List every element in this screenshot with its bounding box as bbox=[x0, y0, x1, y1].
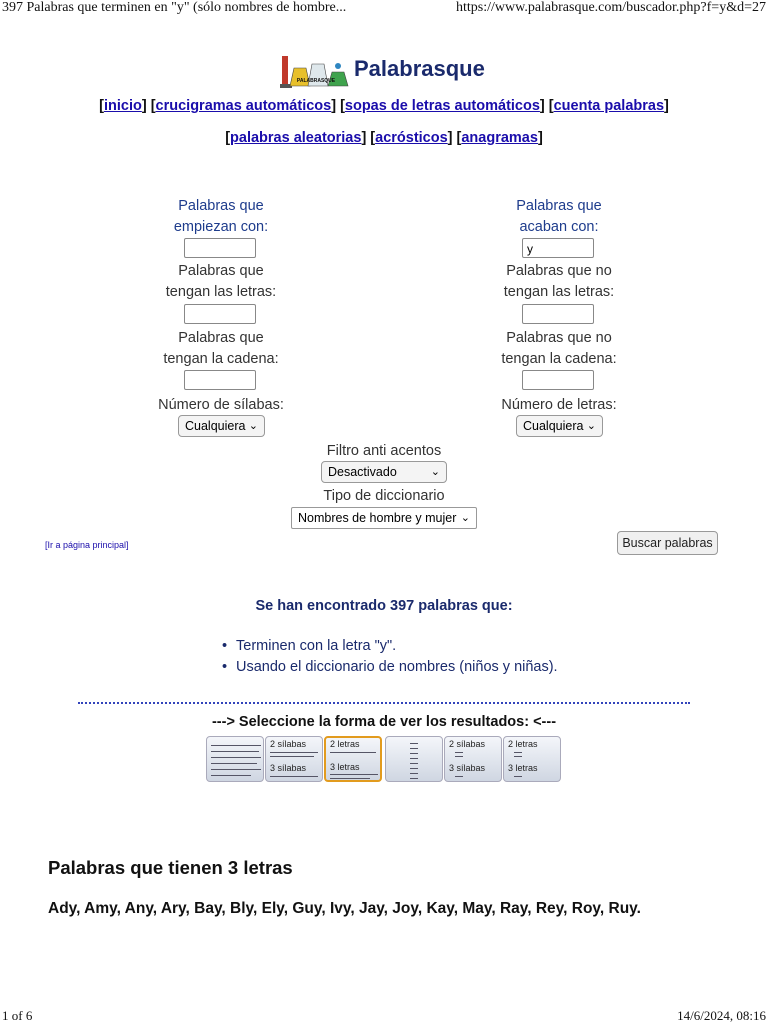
view-option-bottom-label: 3 letras bbox=[508, 763, 538, 773]
section-title: Palabras que tienen 3 letras bbox=[48, 857, 293, 878]
print-footer-datetime: 14/6/2024, 08:16 bbox=[677, 1008, 766, 1023]
letters-label: Número de letras: bbox=[501, 397, 617, 413]
letters-select[interactable] bbox=[516, 415, 603, 437]
starts-with-input[interactable] bbox=[184, 238, 256, 258]
logo-text: PALABRASQUE bbox=[296, 78, 336, 84]
print-header-url: https://www.palabrasque.com/buscador.php?f=y&d=27 bbox=[456, 0, 766, 15]
chevron-down-icon: ⌄ bbox=[248, 420, 258, 432]
not-letters-label: Palabras que no tengan las letras: bbox=[503, 263, 615, 300]
accent-filter-label: Filtro anti acentos bbox=[326, 443, 442, 459]
view-option-top-label: 2 sílabas bbox=[449, 739, 486, 749]
accent-filter-value: Desactivado bbox=[328, 465, 397, 479]
chevron-down-icon: ⌄ bbox=[460, 512, 470, 524]
starts-with-label: Palabras que empiezan con: bbox=[173, 198, 269, 235]
view-option-list[interactable] bbox=[206, 736, 264, 782]
ends-with-label: Palabras que acaban con: bbox=[516, 198, 602, 235]
view-option-top-label: 2 letras bbox=[508, 739, 538, 749]
syllables-select[interactable] bbox=[178, 415, 265, 437]
dictionary-select-value: Nombres de hombre y mujer bbox=[298, 511, 457, 525]
main-page-link[interactable]: [Ir a página principal] bbox=[45, 540, 129, 550]
has-letters-input[interactable] bbox=[184, 304, 256, 324]
has-letters-label: Palabras que tengan las letras: bbox=[165, 263, 277, 300]
search-button[interactable]: Buscar palabras bbox=[617, 531, 718, 555]
dictionary-label: Tipo de diccionario bbox=[323, 488, 445, 504]
nav-row-1: [inicio] [crucigramas automáticos] [sopas de letras automáticos] [cuenta palabras] bbox=[99, 98, 669, 114]
view-option-column-by-syllables[interactable] bbox=[444, 736, 502, 782]
results-count: Se han encontrado 397 palabras que: bbox=[255, 598, 513, 614]
letters-select-value: Cualquiera bbox=[523, 419, 584, 433]
view-mode-prompt: ---> Seleccione la forma de ver los resultados: <--- bbox=[211, 714, 557, 730]
view-option-bottom-label: 3 letras bbox=[330, 762, 360, 772]
ends-with-input[interactable]: y bbox=[522, 238, 594, 258]
print-footer-page: 1 of 6 bbox=[2, 1008, 33, 1023]
nav-link-crucigramas[interactable]: crucigramas automáticos bbox=[155, 98, 332, 114]
view-option-column[interactable] bbox=[385, 736, 443, 782]
list-item: • Terminen con la letra "y". bbox=[222, 636, 558, 657]
view-option-top-label: 2 sílabas bbox=[270, 739, 307, 749]
dictionary-select[interactable] bbox=[291, 507, 477, 529]
has-string-input[interactable] bbox=[184, 370, 256, 390]
word-results: Ady, Amy, Any, Ary, Bay, Bly, Ely, Guy, Ivy, Jay, Joy, Kay, May, Ray, Rey, Roy, Ruy. bbox=[48, 900, 641, 917]
criteria-list bbox=[222, 636, 558, 678]
dotted-divider bbox=[78, 702, 690, 704]
view-option-by-letters[interactable] bbox=[324, 736, 382, 782]
nav-link-inicio[interactable]: inicio bbox=[103, 98, 142, 114]
print-header-title: 397 Palabras que terminen en "y" (sólo nombres de hombre... bbox=[2, 0, 347, 15]
syllables-select-value: Cualquiera bbox=[185, 419, 246, 433]
nav-link-cuenta-palabras[interactable]: cuenta palabras bbox=[553, 98, 665, 114]
chevron-down-icon: ⌄ bbox=[430, 466, 440, 478]
nav-link-anagramas[interactable]: anagramas bbox=[461, 130, 538, 146]
nav-link-acrosticos[interactable]: acrósticos bbox=[375, 130, 448, 146]
view-option-column-by-letters[interactable] bbox=[503, 736, 561, 782]
chevron-down-icon: ⌄ bbox=[586, 420, 596, 432]
view-option-top-label: 2 letras bbox=[330, 739, 360, 749]
not-string-input[interactable] bbox=[522, 370, 594, 390]
accent-filter-select[interactable] bbox=[321, 461, 447, 483]
has-string-label: Palabras que tengan la cadena: bbox=[163, 330, 279, 367]
list-item: • Usando el diccionario de nombres (niños y niñas). bbox=[222, 657, 558, 678]
syllables-label: Número de sílabas: bbox=[158, 397, 284, 413]
not-string-label: Palabras que no tengan la cadena: bbox=[501, 330, 617, 367]
not-letters-input[interactable] bbox=[522, 304, 594, 324]
nav-row-2: [palabras aleatorias] [acrósticos] [anagramas] bbox=[225, 130, 543, 146]
site-title[interactable]: Palabrasque bbox=[354, 56, 485, 81]
view-option-bottom-label: 3 sílabas bbox=[449, 763, 486, 773]
nav-link-sopas[interactable]: sopas de letras automáticos bbox=[344, 98, 540, 114]
view-option-bottom-label: 3 sílabas bbox=[270, 763, 307, 773]
site-logo[interactable] bbox=[280, 54, 352, 90]
view-option-by-syllables[interactable] bbox=[265, 736, 323, 782]
nav-link-palabras-aleatorias[interactable]: palabras aleatorias bbox=[230, 130, 362, 146]
